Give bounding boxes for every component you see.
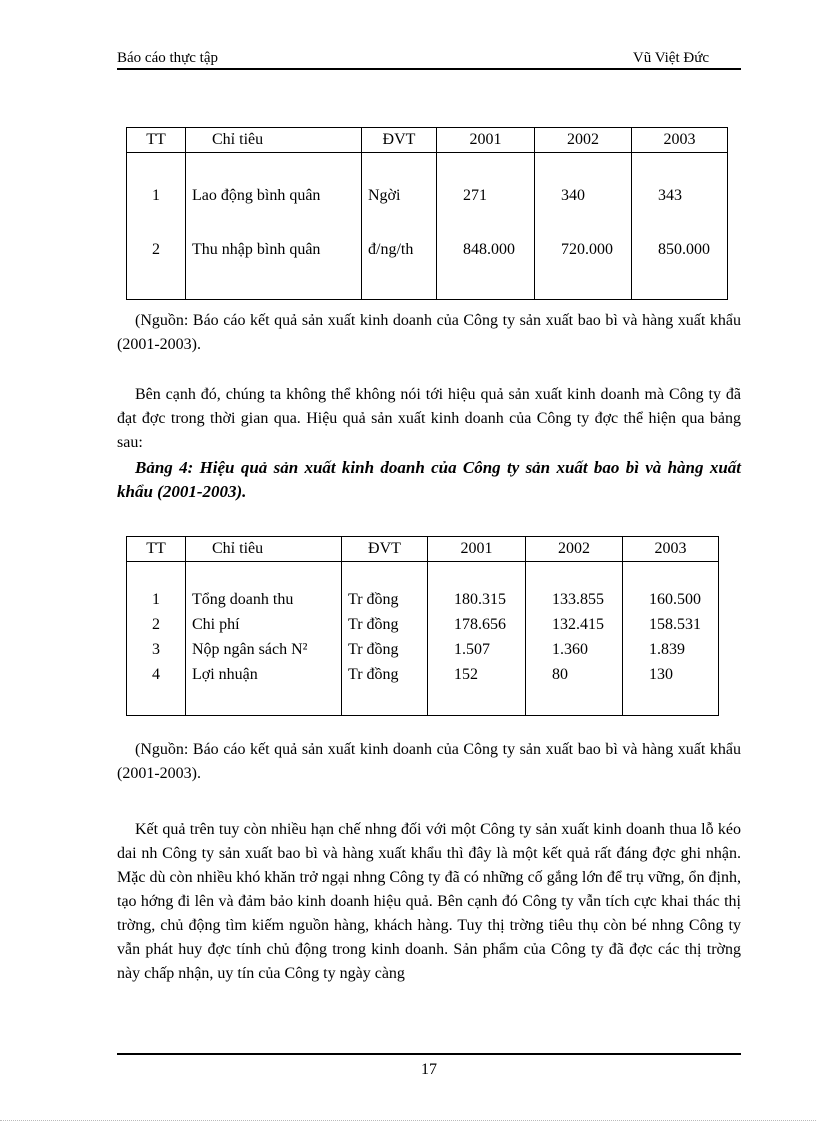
table-cell: 178.656 [428,612,526,637]
table-cell: 720.000 [535,207,632,261]
table-cell: Tr đồng [342,612,428,637]
source-note-1: (Nguồn: Báo cáo kết quả sản xuất kinh doanh của Công ty sản xuất bao bì và hàng xuất khẩu (2001-2003). [117,312,741,353]
table-header-row [127,128,728,153]
source-note-2: (Nguồn: Báo cáo kết quả sản xuất kinh doanh của Công ty sản xuất bao bì và hàng xuất khẩu (2001-2003). [117,741,741,782]
table-cell: 133.855 [526,587,623,612]
page-number: 17 [421,1061,437,1078]
table-row [127,662,719,687]
table-cell: Ngời [362,153,437,208]
table-cell: đ/ng/th [362,207,437,261]
intro-paragraph: Bên cạnh đó, chúng ta không thể không nói tới hiệu quả sản xuất kinh doanh mà Công ty đã đạt đợc trong thời gian qua. Hiệu quả sản xuất kinh doanh của Công ty đợc thể hiện qua bảng sau: [117,386,741,451]
table-cell: 152 [428,662,526,687]
table-cell: 2 [127,612,186,637]
table-cell: 4 [127,662,186,687]
table-row [127,637,719,662]
table-cell: 158.531 [623,612,719,637]
table-header-row [127,537,719,562]
table-cell: 2 [127,207,186,261]
table-cell: 180.315 [428,587,526,612]
table-cell: Nộp ngân sách N² [186,637,342,662]
table-cell: 130 [623,662,719,687]
table-cell: 1 [127,587,186,612]
column-header: TT [127,537,186,562]
business-results-table [126,536,719,716]
table-cell: Thu nhập bình quân [186,207,362,261]
table-row [127,153,728,208]
column-header: 2003 [623,537,719,562]
column-header: 2002 [535,128,632,153]
column-header: 2002 [526,537,623,562]
table-cell: 271 [437,153,535,208]
table-cell: Lao động bình quân [186,153,362,208]
header-author-name: Vũ Việt Đức [632,50,709,66]
table-cell: Tr đồng [342,587,428,612]
header-report-title: Báo cáo thực tập [117,50,219,66]
page-header [117,48,741,70]
results-paragraph: Kết quả trên tuy còn nhiều hạn chế nhng đối với một Công ty sản xuất kinh doanh thua lỗ kéo dai nh Công ty sản xuất bao bì và hàng xuất khẩu thì đây là một kết quả rất đáng đợc ghi nhận. Mặc dù còn nhiều khó khăn trở ngại nhng Công ty đã có những cố gắng lớn để trụ vững, ổn định, tạo hớng đi lên và đảm bảo kinh doanh hiệu quả. Bên cạnh đó Công ty vẫn tích cực khai thác thị trờng, chủ động tìm kiếm nguồn hàng, khách hàng. Tuy thị trờng tiêu thụ còn bé nhng Công ty vẫn phát huy đợc tính chủ động trong kinh doanh. Sản phẩm của Công ty đã đợc các thị trờng này chấp nhận, uy tín của Công ty ngày càng [117,821,741,982]
page-footer [117,1053,741,1079]
column-header: Chỉ tiêu [186,128,362,153]
table-cell: Tổng doanh thu [186,587,342,612]
table-cell: 848.000 [437,207,535,261]
table-cell: Tr đồng [342,662,428,687]
table-cell: 340 [535,153,632,208]
table-row [127,207,728,261]
table-row [127,587,719,612]
table-cell: 1 [127,153,186,208]
column-header: Chỉ tiêu [186,537,342,562]
column-header: TT [127,128,186,153]
column-header: 2003 [632,128,728,153]
table-cell: 1.507 [428,637,526,662]
table-caption: Bảng 4: Hiệu quả sản xuất kinh doanh của Công ty sản xuất bao bì và hàng xuất khẩu (2001-2003). [117,458,741,501]
table-cell: Tr đồng [342,637,428,662]
table-cell: 132.415 [526,612,623,637]
table-cell: 160.500 [623,587,719,612]
table-cell: 80 [526,662,623,687]
table-row [127,261,728,300]
table-cell: 850.000 [632,207,728,261]
table-cell: 1.839 [623,637,719,662]
column-header: 2001 [437,128,535,153]
table-cell: 1.360 [526,637,623,662]
table-cell: Chi phí [186,612,342,637]
column-header: 2001 [428,537,526,562]
table-cell: 3 [127,637,186,662]
table-cell: 343 [632,153,728,208]
table-row [127,612,719,637]
page-edge-divider [0,1120,816,1121]
table-cell: Lợi nhuận [186,662,342,687]
column-header: ĐVT [342,537,428,562]
column-header: ĐVT [362,128,437,153]
labor-income-table [126,127,728,300]
